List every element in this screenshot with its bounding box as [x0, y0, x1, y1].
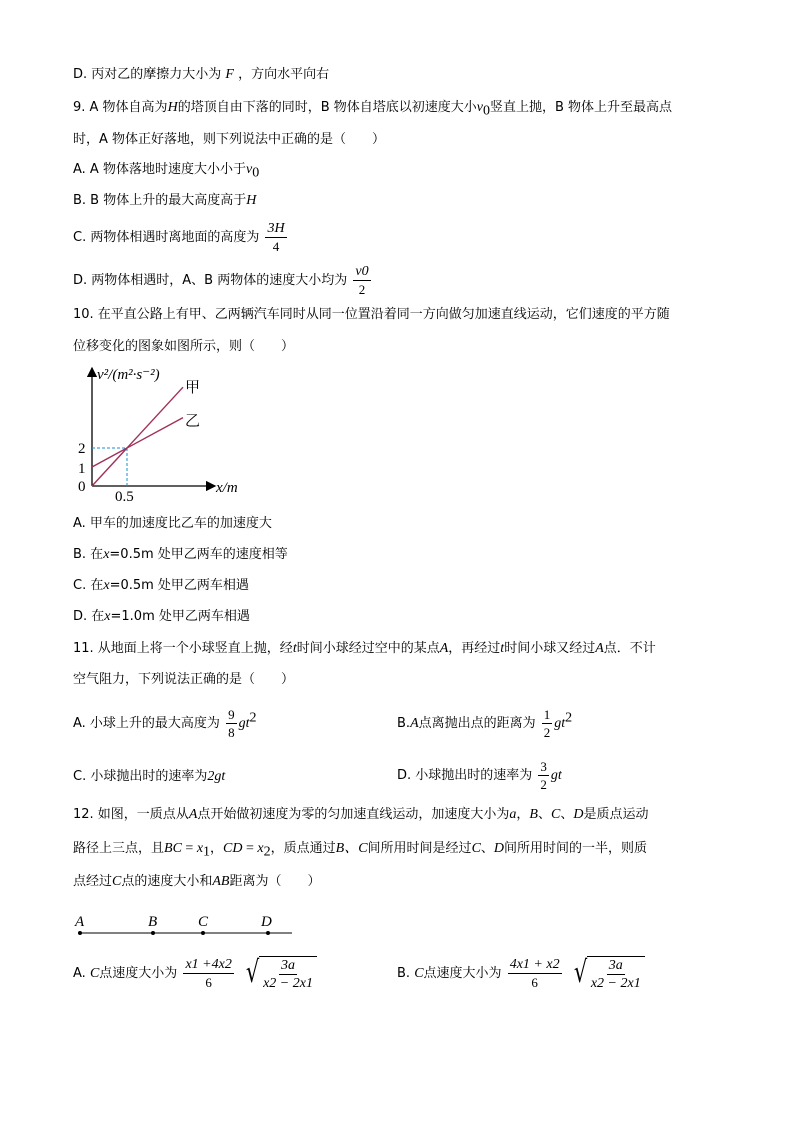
numerator: x1 +4x2 — [185, 957, 232, 972]
var-a: A — [410, 716, 419, 731]
point-b: B — [529, 807, 538, 822]
path-diagram — [72, 908, 302, 942]
numerator: 9 — [228, 707, 235, 722]
denominator: x2 − 2x1 — [590, 976, 641, 991]
point-c: C — [471, 841, 481, 856]
y-tick-label: 2 — [78, 441, 86, 457]
q11-option-c — [73, 768, 225, 786]
var-x: x — [104, 609, 111, 624]
q12-stem-line2: 路径上三点，且BC = $x_1$，CD = $x_2$，质点通过B、C间所用时间是经过C、D间所用时间的一半，则质 — [73, 841, 648, 860]
text: B. 在 — [73, 547, 104, 562]
text: 竖直上抛，B 物体上升至最高点 — [489, 100, 673, 115]
dot-d — [266, 931, 270, 935]
fraction — [353, 264, 370, 297]
numerator: 4x1 + x2 — [509, 957, 560, 972]
q11-stem-line1 — [73, 640, 656, 658]
var-a: A — [595, 641, 604, 656]
denominator: 2 — [543, 725, 551, 740]
dot-b — [151, 931, 155, 935]
y-tick-label: 1 — [78, 461, 86, 477]
denominator: 2 — [540, 777, 547, 792]
text: ， — [516, 807, 530, 822]
var-t: t — [500, 641, 505, 656]
text: ，质点通过 — [270, 841, 336, 856]
var-v: v — [476, 100, 483, 115]
q10-option-c — [73, 577, 249, 595]
text: ，再经过 — [448, 641, 501, 656]
dot-c — [201, 931, 205, 935]
text: 点速度大小为 — [99, 966, 178, 981]
text: 点经过 — [73, 874, 113, 889]
numerator: 3a — [281, 958, 296, 973]
text: 11. 从地面上将一个小球竖直上抛，经 — [73, 641, 293, 656]
numerator: 3 — [540, 759, 547, 774]
q11-option-d — [397, 759, 562, 792]
series-label-yi: 乙 — [185, 413, 201, 430]
var-v: v — [245, 162, 253, 177]
point-c: C — [358, 841, 368, 856]
text: B. — [397, 966, 411, 981]
series-label-jia: 甲 — [185, 380, 201, 397]
text: 点．不计 — [603, 641, 656, 656]
var-x1: x — [196, 841, 204, 856]
series-line-yi — [92, 418, 183, 467]
label-d: D — [261, 914, 272, 930]
q8-option-d-text: D. 丙对乙的摩擦力大小为 — [73, 67, 222, 82]
text: A. A 物体落地时速度大小小于 — [73, 162, 246, 177]
text: 、 — [560, 807, 574, 822]
segment-cd: CD — [223, 841, 243, 856]
text: 点离抛出点的距离为 — [418, 716, 536, 731]
text: 时间小球又经过 — [504, 641, 596, 656]
sub-0: 0 — [482, 103, 490, 119]
gt: gt — [554, 716, 566, 731]
var-h: H — [246, 193, 257, 208]
text: C. 小球抛出时的速率为 — [73, 769, 208, 784]
point-a: A — [188, 807, 198, 822]
point-d: D — [573, 807, 584, 822]
q11-option-a — [73, 707, 256, 740]
q12-option-a — [73, 956, 317, 991]
series-line-jia — [92, 387, 183, 486]
fraction — [538, 759, 549, 792]
fraction — [265, 221, 286, 254]
text: 点开始做初速度为零的匀加速直线运动，加速度大小为 — [197, 807, 510, 822]
point-d: D — [493, 841, 505, 856]
text: D. 小球抛出时的速率为 — [397, 768, 533, 783]
fraction — [508, 957, 562, 990]
text: B. B 物体上升的最大高度高于 — [73, 193, 247, 208]
point-c: C — [414, 966, 424, 981]
var-x: x — [103, 547, 110, 562]
q10-option-b — [73, 546, 288, 564]
numerator: v0 — [355, 264, 369, 279]
q9-option-d — [73, 264, 373, 297]
numerator: 3H — [267, 221, 285, 236]
var-a: A — [439, 641, 449, 656]
sqrt: √ $\frac{3a}{x2 - 2x1}$ — [243, 956, 317, 991]
gt: gt — [550, 768, 562, 783]
text: ， — [210, 841, 224, 856]
denominator: x2 − 2x1 — [263, 976, 313, 991]
numerator: 3a — [608, 958, 623, 973]
text: =1.0m 处甲乙两车相遇 — [110, 609, 250, 624]
text: 距离为（ ） — [229, 874, 321, 889]
value-2gt: 2gt — [207, 769, 226, 784]
text: B、 — [335, 841, 359, 856]
segment-bc: BC — [164, 841, 182, 856]
text: 间所用时间是经过 — [367, 841, 472, 856]
q12-option-b — [397, 956, 645, 991]
q12-stem-line3 — [73, 873, 321, 891]
y-axis-label: v²/(m²·s⁻²) — [97, 367, 160, 383]
y-tick-label: 0 — [78, 479, 86, 495]
q10-stem-line2: 位移变化的图象如图所示，则（ ） — [73, 339, 295, 354]
text: A. 小球上升的最大高度为 — [73, 716, 220, 731]
text: C. 在 — [73, 578, 104, 593]
var-h: H — [167, 100, 178, 115]
text: 间所用时间的一半，则质 — [504, 841, 648, 856]
var-x: x — [103, 578, 110, 593]
text: 点速度大小为 — [423, 966, 502, 981]
dot-a — [78, 931, 82, 935]
denominator: 4 — [272, 239, 280, 254]
point-c: C — [550, 807, 561, 822]
fraction — [261, 958, 315, 991]
text: D. 在 — [73, 609, 105, 624]
sub-0: 0 — [252, 165, 260, 181]
denominator: 6 — [205, 975, 212, 990]
fraction — [542, 707, 553, 740]
sup-2: 2 — [565, 710, 573, 726]
numerator: 1 — [543, 707, 551, 722]
text: A. — [73, 966, 86, 981]
q8-option-d — [73, 66, 329, 84]
text: 时间小球经过空中的某点 — [296, 641, 440, 656]
text: B. — [397, 716, 411, 731]
q11-stem-line2: 空气阻力，下列说法正确的是（ ） — [73, 672, 295, 687]
text: C. 两物体相遇时离地面的高度为 — [73, 230, 260, 245]
text: =0.5m 处甲乙两车相遇 — [109, 578, 249, 593]
point-c: C — [112, 874, 122, 889]
label-b: B — [148, 914, 158, 930]
text: 路径上三点，且 — [73, 841, 165, 856]
q9-option-a — [73, 161, 259, 179]
text: =0.5m 处甲乙两车的速度相等 — [109, 547, 288, 562]
text: D. 两物体相遇时，A、B 两物体的速度大小均为 — [73, 273, 348, 288]
q12-stem-line1 — [73, 806, 648, 824]
denominator: 2 — [358, 282, 366, 297]
sup-2: 2 — [249, 710, 257, 726]
q9-stem-line2: 时，A 物体正好落地，则下列说法中正确的是（ ） — [73, 132, 386, 147]
label-c: C — [198, 914, 209, 930]
sub-1: 1 — [203, 844, 211, 860]
segment-ab: AB — [212, 874, 230, 889]
text: 点的速度大小和 — [121, 874, 213, 889]
q10-option-d — [73, 608, 250, 626]
point-c: C — [89, 966, 100, 981]
q9-option-c — [73, 221, 289, 254]
q11-option-b — [397, 707, 572, 740]
text: 9. A 物体自高为 — [73, 100, 168, 115]
sqrt: √ $\frac{3a}{x2 - 2x1}$ — [571, 956, 645, 991]
fraction — [589, 958, 643, 991]
var-t: t — [292, 641, 297, 656]
q8-option-d-tail: ，方向水平向右 — [238, 67, 330, 82]
q9-stem-line1 — [73, 99, 672, 117]
x-axis-label: x/m — [216, 480, 238, 496]
var-x2: x — [257, 841, 264, 856]
sub-2: 2 — [263, 844, 271, 860]
text: 的塔顶自由下落的同时，B 物体自塔底以初速度大小 — [177, 100, 477, 115]
q10-stem-line1: 10. 在平直公路上有甲、乙两辆汽车同时从同一位置沿着同一方向做匀加速直线运动，它们速度的平方随 — [73, 307, 670, 322]
fraction — [226, 707, 237, 740]
label-a: A — [75, 914, 85, 930]
x-tick-label: 0.5 — [115, 489, 134, 504]
q10-option-a: A. 甲车的加速度比乙车的加速度大 — [73, 516, 272, 531]
text: 是质点运动 — [583, 807, 649, 822]
denominator: 6 — [531, 975, 538, 990]
gt: gt — [238, 716, 250, 731]
fraction — [183, 957, 233, 990]
denominator: 8 — [228, 725, 235, 740]
var-f: F — [225, 67, 234, 82]
q9-option-b — [73, 192, 256, 210]
text: 12. 如图，一质点从 — [73, 807, 189, 822]
var-a: a — [509, 807, 517, 822]
text: 、 — [537, 807, 551, 822]
v2-x-chart — [70, 362, 260, 504]
